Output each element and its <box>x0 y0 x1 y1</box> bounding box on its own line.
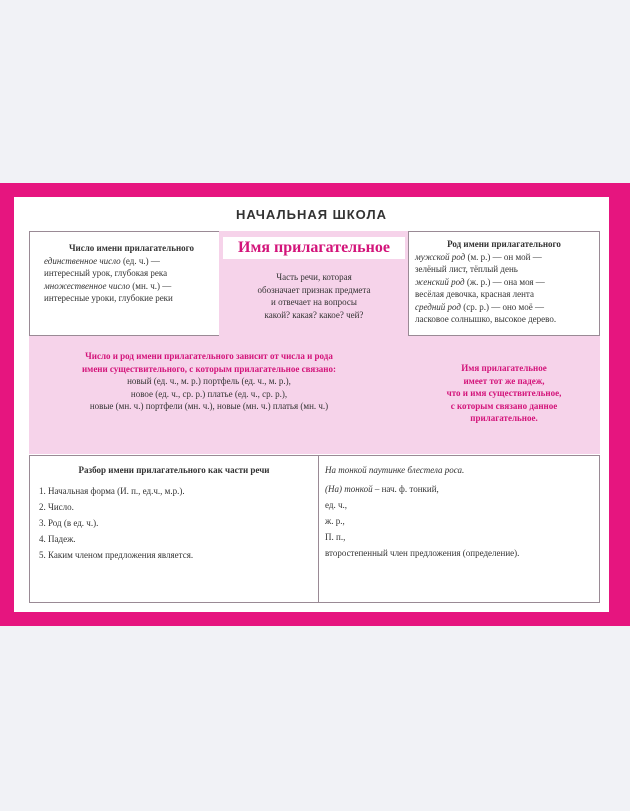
parsing-step: 2. Число. <box>48 499 318 515</box>
poster-sheet <box>14 197 609 612</box>
plural-abbr: (мн. ч.) — <box>130 280 172 291</box>
number-box <box>29 231 234 336</box>
parsing-title: Разбор имени прилагательного как части речи <box>78 465 270 475</box>
gender-line-3 <box>415 276 599 289</box>
neuter-term: средний род <box>415 301 461 312</box>
example-line-4: П. п., <box>325 531 346 542</box>
definition-box <box>219 231 409 336</box>
agreement-example-3: новые (мн. ч.) портфели (мн. ч.), новые (мн. ч.) платья (мн. ч.) <box>89 401 329 411</box>
masculine-term: мужской род <box>415 251 466 262</box>
case-rule-line-5: прилагательное. <box>470 413 538 423</box>
example-word: (На) тонкой <box>325 483 373 494</box>
definition-line-3: и отвечает на вопросы <box>271 297 357 307</box>
agreement-title-1: Число и род имени прилагательного зависит от числа и рода <box>85 351 333 361</box>
example-line-2: ед. ч., <box>325 499 347 510</box>
case-rule-line-4: с которым связано данное <box>450 400 558 411</box>
plural-term: множественное число <box>44 280 131 291</box>
case-rule-line-3: что и имя существительное, <box>446 388 562 398</box>
definition-line-1: Часть речи, которая <box>276 272 352 282</box>
gender-line-2: зелёный лист, тёплый день <box>415 264 518 274</box>
example-sentence: На тонкой паутинке блестела роса. <box>325 465 465 475</box>
example-line-5: второстепенный член предложения (определение). <box>325 547 520 558</box>
parsing-step: 5. Каким членом предложения является. <box>48 547 318 563</box>
singular-term: единственное число <box>44 255 121 266</box>
page-title: НАЧАЛЬНАЯ ШКОЛА <box>236 207 387 222</box>
feminine-abbr: (ж. р.) — она моя — <box>464 276 545 287</box>
example-box <box>318 455 600 603</box>
number-line-1 <box>30 255 233 268</box>
masculine-abbr: (м. р.) — он мой — <box>465 251 542 262</box>
agreement-example-1: новый (ед. ч., м. р.) портфель (ед. ч., м. р.), <box>127 376 291 386</box>
agreement-example-2: новое (ед. ч., ср. р.) платье (ед. ч., ср. р.), <box>130 388 288 399</box>
definition-line-4: какой? какая? какое? чей? <box>264 309 364 320</box>
number-line-2: интересный урок, глубокая река <box>44 268 168 278</box>
gender-line-4: весёлая девочка, красная лента <box>415 289 534 299</box>
example-initial-form: – нач. ф. тонкий, <box>372 483 439 494</box>
feminine-term: женский род <box>415 276 465 287</box>
gender-box-title: Род имени прилагательного <box>447 239 561 249</box>
singular-abbr: (ед. ч.) — <box>120 255 160 266</box>
gender-line-6: ласковое солнышко, высокое дерево. <box>415 314 557 324</box>
case-rule-line-2: имеет тот же падеж, <box>463 375 545 386</box>
number-line-4: интересные уроки, глубокие реки <box>44 293 173 303</box>
parsing-box <box>29 455 319 603</box>
definition-line-2: обозначает признак предмета <box>257 284 371 295</box>
parsing-step: 3. Род (в ед. ч.). <box>48 515 318 531</box>
number-box-title: Число имени прилагательного <box>68 243 195 253</box>
definition-title: Имя прилагательное <box>223 237 405 259</box>
neuter-abbr: (ср. р.) — оно моё — <box>460 301 544 312</box>
case-rule-line-1: Имя прилагательное <box>461 363 547 373</box>
number-line-3 <box>30 280 233 293</box>
gender-line-5 <box>415 301 599 314</box>
example-line-1 <box>325 481 599 497</box>
parsing-step: 4. Падеж. <box>48 531 318 547</box>
parsing-steps <box>30 483 318 563</box>
gender-box <box>408 231 600 336</box>
agreement-band <box>29 336 600 454</box>
parsing-step: 1. Начальная форма (И. п., ед.ч., м.р.). <box>48 483 318 499</box>
poster-frame <box>0 183 630 626</box>
gender-line-1 <box>415 251 599 264</box>
agreement-title-2: имени существительного, с которым прилагательное связано: <box>82 363 336 374</box>
example-line-3: ж. р., <box>325 515 345 526</box>
